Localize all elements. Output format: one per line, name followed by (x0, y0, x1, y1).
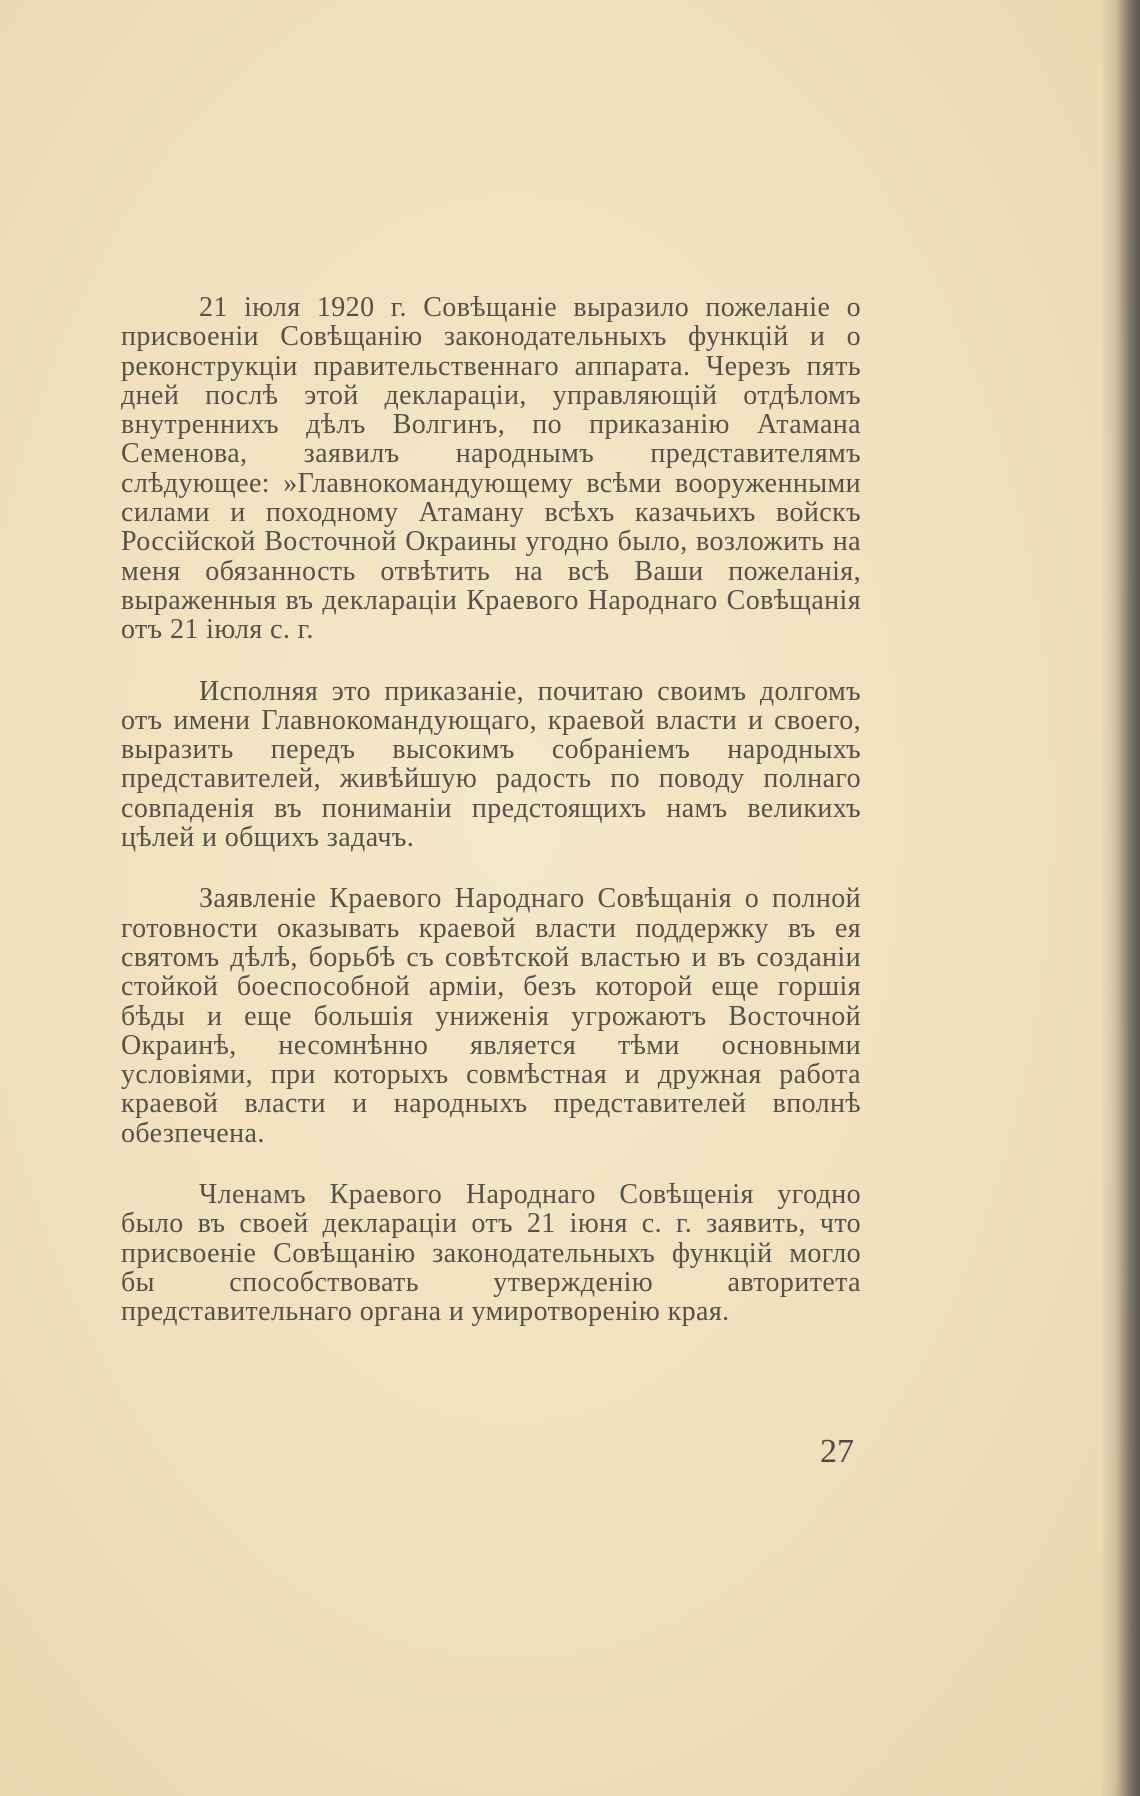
page-edge-shadow (1100, 0, 1140, 1796)
body-text (121, 293, 861, 1327)
paragraph-2: Исполняя это приказаніе, почитаю своимъ долгомъ отъ имени Главнокомандующаго, краевой власти и своего, выразить передъ высокимъ собраніемъ народныхъ представителей, живѣйшую радость по поводу полнаго совпаденія въ пониманіи предстоящихъ намъ великихъ цѣлей и общихъ задачъ. (121, 675, 861, 854)
page-number: 27 (820, 1433, 854, 1470)
paragraph-4: Членамъ Краевого Народнаго Совѣщенія угодно было въ своей деклараціи отъ 21 іюня с. г. заявить, что присвоеніе Совѣщанію законодательныхъ функцій могло бы способствовать утвержденію авторитета представительнаго органа и умиротворенію края. (121, 1179, 861, 1328)
paragraph-1: 21 іюля 1920 г. Совѣщаніе выразило пожеланіе о присвоеніи Совѣщанію законодательныхъ функцій и о реконструкціи правительственнаго аппарата. Черезъ пять дней послѣ этой деклараціи, управляющій отдѣломъ внутреннихъ дѣлъ Волгинъ, по приказанію Атамана Семенова, заявилъ народнымъ представителямъ слѣдующее: »Главнокомандующему всѣми вооруженными силами и походному Атаману всѣхъ казачьихъ войскъ Россійской Восточной Окраины угодно было, возложить на меня обязанность отвѣтить на всѣ Ваши пожеланія, выраженныя въ деклараціи Краевого Народнаго Совѣщанія отъ 21 іюля с. г. (121, 292, 861, 646)
paragraph-3: Заявленіе Краевого Народнаго Совѣщанія о полной готовности оказывать краевой власти поддержку въ ея святомъ дѣлѣ, борьбѣ съ совѣтской властью и въ созданіи стойкой боеспособной арміи, безъ которой еще горшія бѣды и еще большія униженія угрожаютъ Восточной Окраинѣ, несомнѣнно является тѣми основными условіями, при которыхъ совмѣстная и дружная работа краевой власти и народныхъ представителей вполнѣ обезпечена. (121, 883, 861, 1149)
